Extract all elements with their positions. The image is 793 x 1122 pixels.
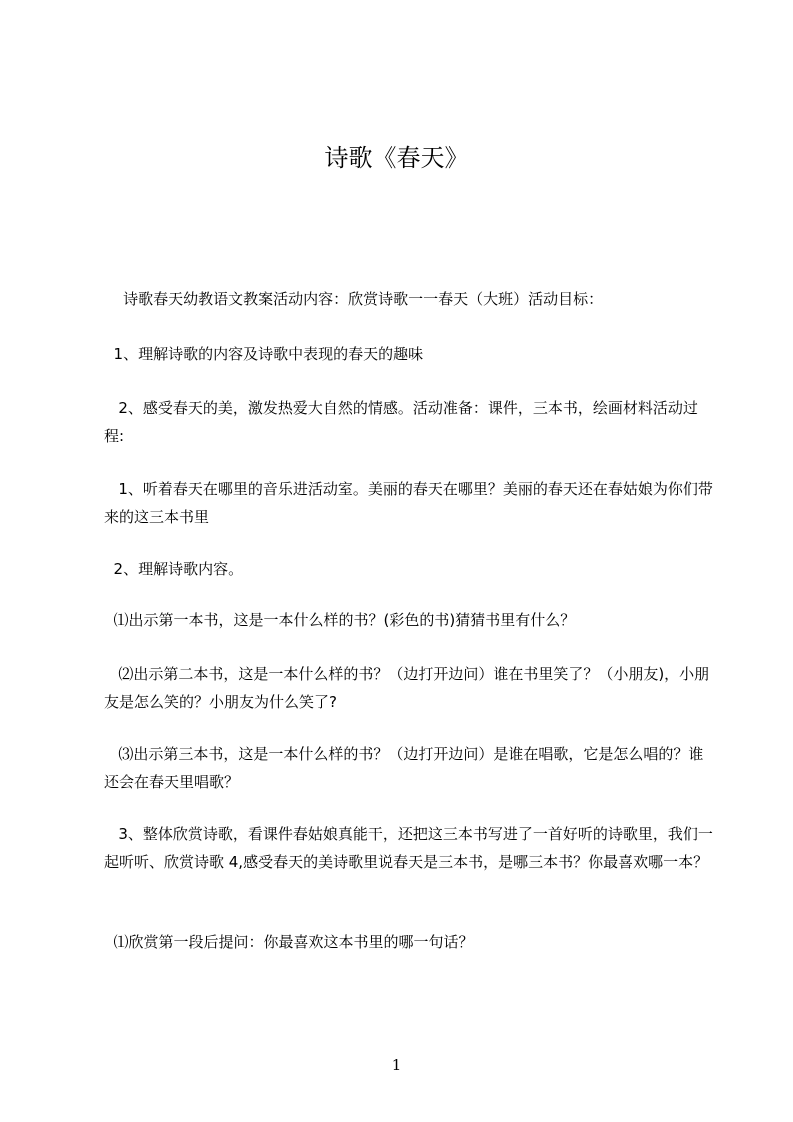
paragraph-step-2-2: ⑵出示第二本书，这是一本什么样的书？（边打开边问）谁在书里笑了？（小朋友)，小朋友是怎么笑的？小朋友为什么笑了? [104,665,710,711]
paragraph-step-3: 3、整体欣赏诗歌，看课件春姑娘真能干，还把这三本书写进了一首好听的诗歌里，我们一起听听、欣赏诗歌 4,感受春天的美诗歌里说春天是三本书，是哪三本书？你最喜欢哪一本？ [104,825,713,871]
paragraph-step-2-1: ⑴出示第一本书，这是一本什么样的书？(彩色的书)猜猜书里有什么？ [104,611,576,629]
paragraph-goal-2: 2、感受春天的美，激发热爱大自然的情感。活动准备：课件，三本书，绘画材料活动过程: [104,399,698,445]
document-title: 诗歌《春天》 [324,144,469,172]
paragraph-step-2-3: ⑶出示第三本书，这是一本什么样的书？（边打开边问）是谁在唱歌，它是怎么唱的？谁还会在春天里唱歌？ [104,745,704,791]
paragraph-activity-content: 诗歌春天幼教语文教案活动内容：欣赏诗歌一一春天（大班）活动目标： [104,290,604,308]
paragraph-step-3-1: ⑴欣赏第一段后提问：你最喜欢这本书里的哪一句话？ [104,933,474,951]
paragraph-goal-1: 1、理解诗歌的内容及诗歌中表现的春天的趣味 [104,345,424,363]
paragraph-step-2: 2、理解诗歌内容。 [104,560,244,578]
paragraph-step-1: 1、听着春天在哪里的音乐进活动室。美丽的春天在哪里？美丽的春天还在春姑娘为你们带来的这三本书里 [104,480,713,526]
page-number: 1 [391,1056,402,1074]
